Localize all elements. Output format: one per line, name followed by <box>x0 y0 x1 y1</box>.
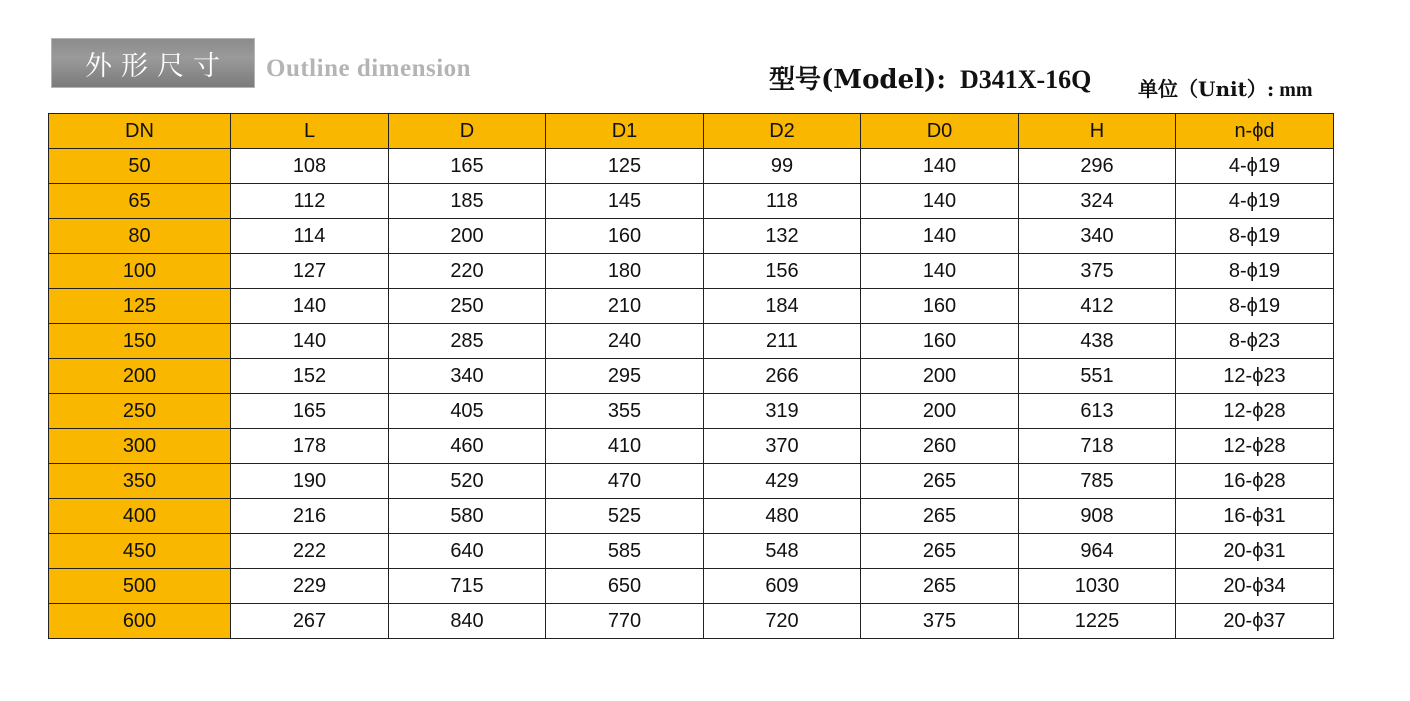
table-cell: 140 <box>861 149 1019 184</box>
model-info <box>769 59 1091 96</box>
table-cell: 125 <box>546 149 704 184</box>
table-cell: 118 <box>704 184 861 219</box>
table-row <box>49 499 1334 534</box>
table-row <box>49 219 1334 254</box>
table-row <box>49 394 1334 429</box>
table-cell: 295 <box>546 359 704 394</box>
table-cell: 240 <box>546 324 704 359</box>
table-row <box>49 534 1334 569</box>
dn-cell: 80 <box>49 219 231 254</box>
table-cell: 200 <box>861 359 1019 394</box>
table-cell: 108 <box>231 149 389 184</box>
table-cell: 265 <box>861 569 1019 604</box>
table-cell: 160 <box>861 324 1019 359</box>
dn-cell: 150 <box>49 324 231 359</box>
unit-info <box>1138 73 1313 102</box>
table-cell: 720 <box>704 604 861 639</box>
table-cell: 265 <box>861 499 1019 534</box>
dn-cell: 400 <box>49 499 231 534</box>
model-label: 型号(Model): <box>769 65 946 95</box>
table-cell: 8-ϕ19 <box>1176 219 1334 254</box>
dn-cell: 200 <box>49 359 231 394</box>
table-row <box>49 359 1334 394</box>
table-cell: 114 <box>231 219 389 254</box>
table-cell: 585 <box>546 534 704 569</box>
table-cell: 438 <box>1019 324 1176 359</box>
table-cell: 20-ϕ34 <box>1176 569 1334 604</box>
table-cell: 165 <box>389 149 546 184</box>
table-cell: 405 <box>389 394 546 429</box>
table-cell: 267 <box>231 604 389 639</box>
table-cell: 266 <box>704 359 861 394</box>
table-cell: 140 <box>861 184 1019 219</box>
dn-cell: 450 <box>49 534 231 569</box>
table-cell: 718 <box>1019 429 1176 464</box>
table-cell: 165 <box>231 394 389 429</box>
table-cell: 470 <box>546 464 704 499</box>
table-cell: 1030 <box>1019 569 1176 604</box>
table-cell: 580 <box>389 499 546 534</box>
table-cell: 429 <box>704 464 861 499</box>
table-cell: 1225 <box>1019 604 1176 639</box>
table-cell: 520 <box>389 464 546 499</box>
table-cell: 785 <box>1019 464 1176 499</box>
table-body <box>49 149 1334 639</box>
dn-cell: 125 <box>49 289 231 324</box>
table-cell: 200 <box>389 219 546 254</box>
table-cell: 210 <box>546 289 704 324</box>
table-cell: 370 <box>704 429 861 464</box>
table-cell: 211 <box>704 324 861 359</box>
table-row <box>49 254 1334 289</box>
table-cell: 840 <box>389 604 546 639</box>
dimension-table <box>48 113 1334 639</box>
table-row <box>49 604 1334 639</box>
table-cell: 964 <box>1019 534 1176 569</box>
column-header: D <box>389 114 546 149</box>
column-header: D1 <box>546 114 704 149</box>
table-cell: 340 <box>389 359 546 394</box>
table-cell: 127 <box>231 254 389 289</box>
table-cell: 112 <box>231 184 389 219</box>
table-cell: 20-ϕ37 <box>1176 604 1334 639</box>
table-row <box>49 324 1334 359</box>
table-cell: 184 <box>704 289 861 324</box>
section-title-cn: 外形尺寸 <box>85 50 229 82</box>
model-value: D341X-16Q <box>959 65 1092 94</box>
table-cell: 265 <box>861 534 1019 569</box>
dn-cell: 250 <box>49 394 231 429</box>
table-cell: 8-ϕ19 <box>1176 289 1334 324</box>
table-cell: 265 <box>861 464 1019 499</box>
table-cell: 412 <box>1019 289 1176 324</box>
column-header: D2 <box>704 114 861 149</box>
table-cell: 525 <box>546 499 704 534</box>
dn-cell: 50 <box>49 149 231 184</box>
dn-cell: 100 <box>49 254 231 289</box>
table-cell: 222 <box>231 534 389 569</box>
column-header: DN <box>49 114 231 149</box>
unit-value: mm <box>1279 79 1313 101</box>
table-cell: 460 <box>389 429 546 464</box>
table-cell: 12-ϕ23 <box>1176 359 1334 394</box>
table-cell: 613 <box>1019 394 1176 429</box>
table-cell: 250 <box>389 289 546 324</box>
table-cell: 178 <box>231 429 389 464</box>
table-cell: 140 <box>861 219 1019 254</box>
table-cell: 156 <box>704 254 861 289</box>
dn-cell: 350 <box>49 464 231 499</box>
table-cell: 216 <box>231 499 389 534</box>
table-row <box>49 184 1334 219</box>
table-row <box>49 429 1334 464</box>
table-cell: 375 <box>1019 254 1176 289</box>
column-header: L <box>231 114 389 149</box>
section-title-en: Outline dimension <box>266 55 472 82</box>
table-cell: 8-ϕ19 <box>1176 254 1334 289</box>
table-cell: 180 <box>546 254 704 289</box>
table-cell: 140 <box>231 289 389 324</box>
table-cell: 640 <box>389 534 546 569</box>
table-cell: 132 <box>704 219 861 254</box>
dn-cell: 600 <box>49 604 231 639</box>
table-cell: 4-ϕ19 <box>1176 149 1334 184</box>
table-cell: 355 <box>546 394 704 429</box>
table-cell: 296 <box>1019 149 1176 184</box>
column-header: n-ϕd <box>1176 114 1334 149</box>
table-cell: 220 <box>389 254 546 289</box>
dn-cell: 500 <box>49 569 231 604</box>
table-row <box>49 289 1334 324</box>
unit-label: 单位（Unit）: <box>1138 77 1275 101</box>
column-header: D0 <box>861 114 1019 149</box>
table-cell: 160 <box>861 289 1019 324</box>
table-cell: 4-ϕ19 <box>1176 184 1334 219</box>
table-cell: 375 <box>861 604 1019 639</box>
dn-cell: 65 <box>49 184 231 219</box>
table-cell: 319 <box>704 394 861 429</box>
table-cell: 8-ϕ23 <box>1176 324 1334 359</box>
table-header-row <box>49 114 1334 149</box>
table-cell: 12-ϕ28 <box>1176 394 1334 429</box>
table-cell: 140 <box>861 254 1019 289</box>
table-cell: 160 <box>546 219 704 254</box>
table-cell: 16-ϕ28 <box>1176 464 1334 499</box>
table-cell: 185 <box>389 184 546 219</box>
table-cell: 770 <box>546 604 704 639</box>
dn-cell: 300 <box>49 429 231 464</box>
table-cell: 410 <box>546 429 704 464</box>
table-cell: 260 <box>861 429 1019 464</box>
table-cell: 190 <box>231 464 389 499</box>
table-cell: 152 <box>231 359 389 394</box>
table-cell: 229 <box>231 569 389 604</box>
table-cell: 12-ϕ28 <box>1176 429 1334 464</box>
table-cell: 609 <box>704 569 861 604</box>
table-row <box>49 569 1334 604</box>
column-header: H <box>1019 114 1176 149</box>
table-cell: 140 <box>231 324 389 359</box>
table-cell: 200 <box>861 394 1019 429</box>
table-cell: 340 <box>1019 219 1176 254</box>
table-row <box>49 464 1334 499</box>
table-cell: 551 <box>1019 359 1176 394</box>
section-title-badge <box>51 38 255 88</box>
table-row <box>49 149 1334 184</box>
table-cell: 480 <box>704 499 861 534</box>
table-cell: 324 <box>1019 184 1176 219</box>
table-cell: 285 <box>389 324 546 359</box>
table-cell: 20-ϕ31 <box>1176 534 1334 569</box>
table-cell: 715 <box>389 569 546 604</box>
table-cell: 908 <box>1019 499 1176 534</box>
table-cell: 650 <box>546 569 704 604</box>
table-cell: 145 <box>546 184 704 219</box>
table-cell: 548 <box>704 534 861 569</box>
table-cell: 16-ϕ31 <box>1176 499 1334 534</box>
table-cell: 99 <box>704 149 861 184</box>
